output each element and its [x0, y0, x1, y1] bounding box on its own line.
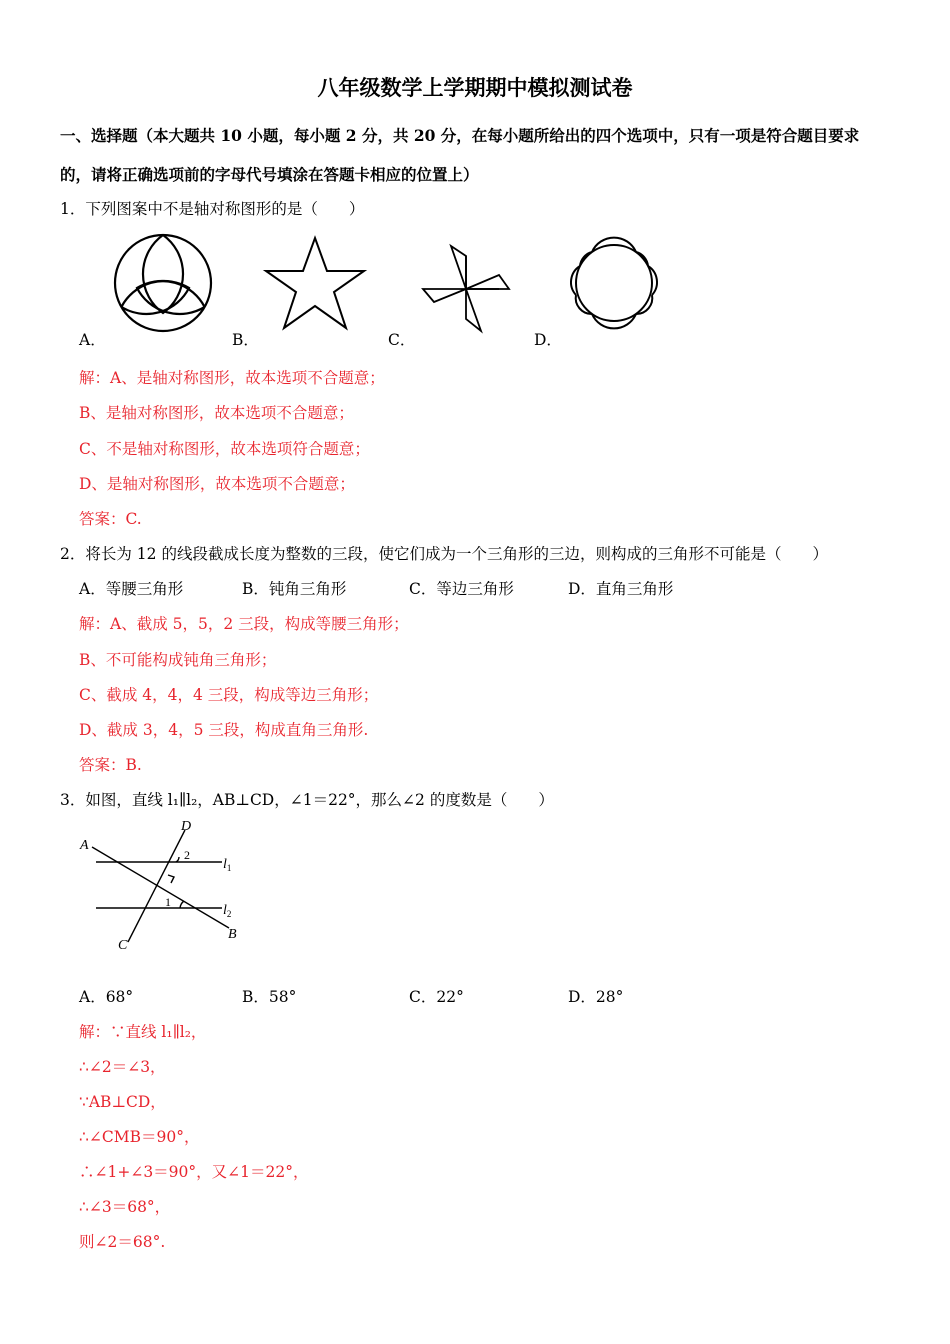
- label-angle2: 2: [184, 848, 190, 862]
- label-d: D: [181, 819, 192, 834]
- q3-geometry-figure: [76, 815, 246, 955]
- three-arc-circle-icon: [112, 232, 214, 334]
- q2-stem: 2．将长为 12 的线段截成长度为整数的三段，使它们成为一个三角形的三边，则构成的三角形不可能是（ ）: [60, 545, 828, 563]
- line-cd: [128, 830, 185, 942]
- section-heading-line2: 的，请将正确选项前的字母代号填涂在答题卡相应的位置上）: [60, 165, 479, 184]
- q1-answer: 答案：C.: [79, 510, 142, 528]
- q3-solution-line: 则∠2＝68°.: [79, 1233, 166, 1251]
- q3-solution-line: ∴∠CMB＝90°，: [79, 1128, 200, 1146]
- q1-solution-line: B、是轴对称图形，故本选项不合题意；: [79, 404, 354, 422]
- q2-option-a: A．等腰三角形: [79, 580, 184, 598]
- angle1-arc: [180, 901, 184, 908]
- label-l1: $l_1$: [223, 857, 232, 873]
- q1-solution-line: D、是轴对称图形，故本选项不合题意；: [79, 475, 355, 493]
- line-ab: [92, 847, 232, 928]
- label-a: A: [80, 838, 89, 853]
- q2-solution-line: 解：A、截成 5，5，2 三段，构成等腰三角形；: [79, 615, 409, 633]
- flower-icon: [566, 233, 662, 333]
- q1-solution-line: 解：A、是轴对称图形，故本选项不合题意；: [79, 369, 385, 387]
- q2-answer: 答案：B.: [79, 756, 142, 774]
- label-angle1: 1: [165, 895, 171, 909]
- q3-option-c: C．22°: [409, 988, 464, 1006]
- q3-solution-line: ∴∠2＝∠3，: [79, 1058, 166, 1076]
- label-l2: $l_2$: [223, 903, 232, 919]
- q2-option-c: C．等边三角形: [409, 580, 514, 598]
- q1-option-b: B．: [232, 331, 259, 349]
- q2-option-b: B．钝角三角形: [242, 580, 347, 598]
- q3-option-d: D．28°: [568, 988, 624, 1006]
- q2-solution-line: B、不可能构成钝角三角形；: [79, 651, 277, 669]
- q1-option-d: D．: [534, 331, 562, 349]
- right-angle-mark: [168, 875, 174, 883]
- q3-option-a: A．68°: [79, 988, 134, 1006]
- q2-solution-line: C、截成 4，4，4 三段，构成等边三角形；: [79, 686, 379, 704]
- angle2-arc: [176, 857, 179, 862]
- q1-option-a: A．: [79, 331, 106, 349]
- q3-solution-line: ∴∠1+∠3＝90°，又∠1＝22°，: [79, 1163, 309, 1181]
- q3-solution-line: ∴∠3＝68°，: [79, 1198, 171, 1216]
- q1-stem: 1．下列图案中不是轴对称图形的是（ ）: [60, 200, 365, 218]
- q3-stem: 3．如图，直线 l₁∥l₂，AB⊥CD，∠1＝22°，那么∠2 的度数是（ ）: [60, 791, 554, 809]
- section-heading-line1: 一、选择题（本大题共 10 小题，每小题 2 分，共 20 分，在每小题所给出的四个选项中，只有一项是符合题目要求: [60, 126, 860, 145]
- label-b: B: [228, 927, 237, 942]
- pinwheel-icon: [420, 243, 512, 333]
- q3-solution-line: 解：∵直线 l₁∥l₂，: [79, 1023, 207, 1041]
- label-c: C: [118, 938, 128, 953]
- q3-solution-line: ∵AB⊥CD，: [79, 1093, 166, 1111]
- q2-option-d: D．直角三角形: [568, 580, 674, 598]
- q3-option-b: B．58°: [242, 988, 297, 1006]
- star-icon: [263, 236, 367, 332]
- page-title: 八年级数学上学期期中模拟测试卷: [317, 75, 633, 100]
- q2-solution-line: D、截成 3，4，5 三段，构成直角三角形.: [79, 721, 369, 739]
- q1-solution-line: C、不是轴对称图形，故本选项符合题意；: [79, 440, 370, 458]
- q1-option-c: C．: [388, 331, 416, 349]
